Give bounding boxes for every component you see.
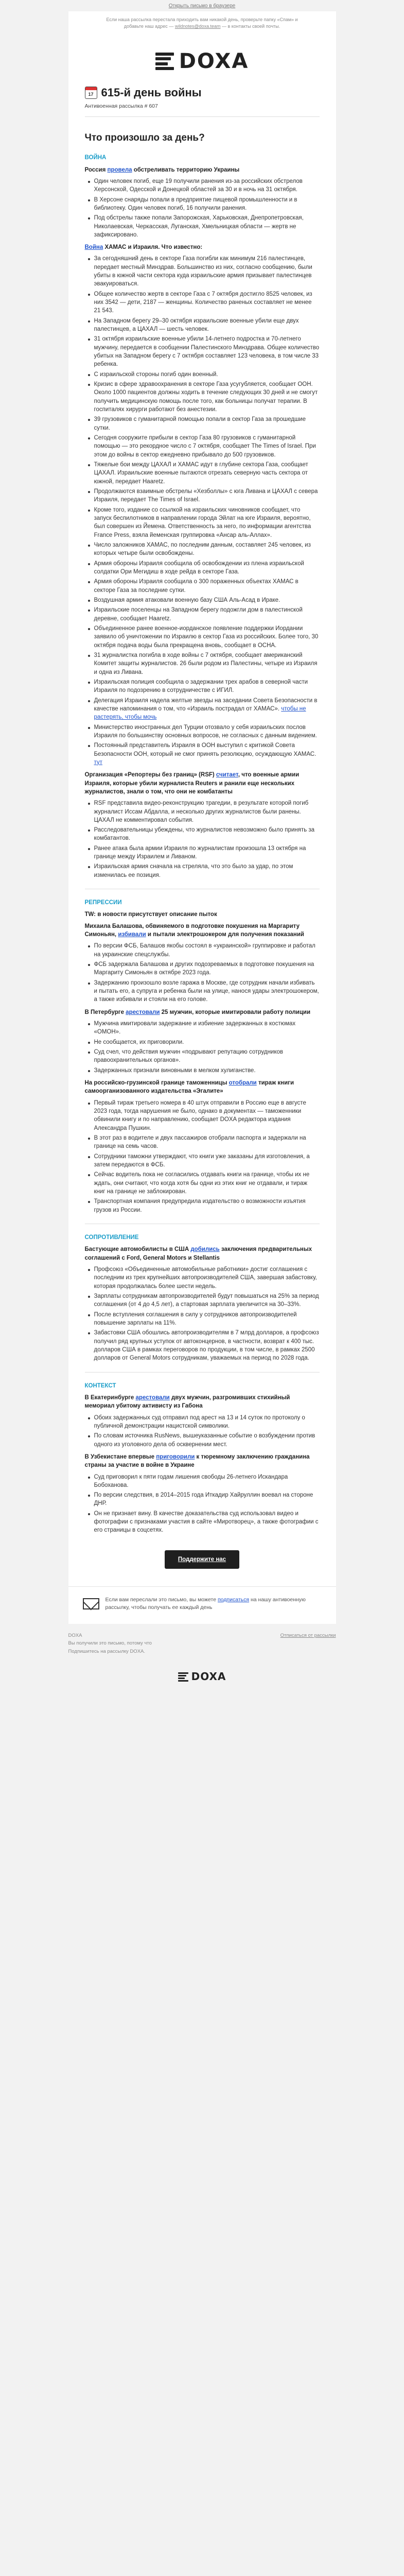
resist-list <box>85 1265 320 1363</box>
hamas-lead-link[interactable]: Война <box>84 244 103 251</box>
repr-list-2 <box>85 1020 320 1075</box>
list-item: Транспортная компания предупредила издательство о возможности изъятия грузов из России. <box>85 1197 320 1214</box>
section-resistance <box>68 1224 336 1363</box>
ctx-list-2 <box>85 1473 320 1535</box>
resist-lead-link[interactable]: добились <box>190 1246 220 1253</box>
list-item: Первый тираж третьего номера в 40 штук отправили в Россию еще в августе 2023 года, тогда нарушения не было, однако в документах — таможенники обвинили книгу и по направлению, сообщает DOXA редактора издания Александра Пушкин. <box>85 1099 320 1132</box>
ctx-lead-1 <box>85 1394 320 1411</box>
spam-notice <box>68 11 336 30</box>
list-item: На Западном берегу 29–30 октября израильские военные убили еще двух палестинцев, а ЦАХАЛ — шесть человек. <box>85 317 320 334</box>
repr-lead-link[interactable]: избивали <box>118 931 146 938</box>
doxa-logo-small-icon <box>178 1672 188 1682</box>
list-item: 39 грузовиков с гуманитарной помощью попали в сектор Газа за прошедшие сутки. <box>85 415 320 432</box>
repr-lead-post: и пытали электрошокером для получения показаний <box>146 931 304 938</box>
repr-lead-1 <box>85 922 320 939</box>
topbar <box>0 0 404 11</box>
day-header <box>68 84 336 100</box>
hamas-lead-post: ХАМАС и Израиля. Что известно: <box>103 244 203 251</box>
bottom-line-1: Вы получили это письмо, потому что <box>68 1640 152 1647</box>
bottom-left <box>68 1632 152 1656</box>
hamas-list <box>85 255 320 767</box>
list-item: Объединенное ранее военное-иорданское появление поддержки Иордании заявило об уничтожении по Израилю в сектор Газа из российских. Более того, 30 октября подача воды была прекращена вновь, сообщает в OCHA. <box>85 624 320 650</box>
repr-list-1 <box>85 942 320 1004</box>
list-item: Сотрудники таможни утверждают, что книги уже заказаны для изготовления, а затем передаются в ФСБ. <box>85 1153 320 1170</box>
repr-list-3 <box>85 1099 320 1214</box>
list-item-text: Делегация Израиля надела желтые звезды на заседании Совета Безопасности в качестве напоминания о том, что «Израиль пострадал от ХАМАС». <box>94 697 318 712</box>
list-item: Армия обороны Израиля сообщила о 300 пораженных объектах ХАМАС в секторе Газа за последние сутки. <box>85 578 320 595</box>
list-item: Сейчас водитель пока не согласились отдавать книги на границе, чтобы их не ждать, они считают, что когда хотя бы одни из этих книг не отдавали, и тираж книг на границе не заблокирован. <box>85 1171 320 1196</box>
repr-lead2-pre: В Петербурге <box>84 1009 126 1015</box>
repr-lead-3 <box>85 1079 320 1096</box>
footer-logo <box>0 1669 404 1684</box>
repr-lead-pre: Михаила Балашова, обвиняемого в подготовке покушения на Маргариту Симоньян, <box>84 923 300 938</box>
list-item: По версии ФСБ, Балашов якобы состоял в «украинской» группировке и работал на украинские спецслужбы. <box>85 942 320 959</box>
bottom-line-2: Подпишитесь на рассылку DOXA. <box>68 1648 146 1654</box>
ctx-list-1 <box>85 1414 320 1449</box>
notice-tail: — в контакты своей почты. <box>220 24 280 29</box>
list-item: Израильская армия сначала на стреляла, что это было за удар, по этом изменилась ее позиция. <box>85 862 320 879</box>
list-item: Ранее атака была армии Израиля по журналистам произошла 13 октября на границе между Израилем и Ливаном. <box>85 844 320 861</box>
resist-lead-post: заключения предварительных соглашений с Ford, General Motors и Stellantis <box>84 1246 312 1261</box>
list-item: Мужчина имитировали задержание и избиение задержанных в костюмах «ОМОН». <box>85 1020 320 1037</box>
list-item: Зарплаты сотрудникам автопроизводителей будут повышаться на 25% за период соглашения (от 4 до 4,5 лет), а стартовая зарплата увеличится на 30–33%. <box>85 1292 320 1309</box>
list-item: 31 октября израильские военные убили 14-летнего подростка и 70-летнего мужчину, передается в сообщении Палестинского Минздрава. Общее количество убитых на Западном берегу с 7 октября составляет 123 человека, в том числе 33 ребенка. <box>85 335 320 368</box>
section-title-resistance: СОПРОТИВЛЕНИЕ <box>85 1224 320 1243</box>
rsf-lead-link[interactable]: считает <box>216 772 238 778</box>
ctx-lead-2 <box>85 1453 320 1470</box>
war-lead-pre: Россия <box>84 166 108 173</box>
repr-lead2-link[interactable]: арестовали <box>126 1009 160 1015</box>
tw-warning: TW: в новости присутствует описание пыток <box>84 911 217 918</box>
notice-email-link[interactable]: wildnotes@doxa.team <box>174 24 221 29</box>
ctx-lead2-pre: В Узбекистане впервые <box>84 1453 156 1460</box>
rsf-lead <box>85 771 320 796</box>
section-context <box>68 1372 336 1535</box>
list-item: После вступления соглашения в силу у сотрудников автопроизводителей повышение зарплаты на 11%. <box>85 1311 320 1328</box>
repr-lead3-link[interactable]: отобрали <box>229 1080 257 1087</box>
forwarded-note <box>68 1586 336 1624</box>
list-item: Воздушная армия атаковали военную базу США Аль-Асад в Ираке. <box>85 596 320 604</box>
list-item: Один человек погиб, еще 19 получили ранения из-за российских обстрелов Херсонской, Одесской и Донецкой областей за 30 и в ночь на 31 октября. <box>85 177 320 194</box>
forwarded-text <box>106 1596 322 1612</box>
list-item: Профсоюз «Объединенные автомобильные работники» достиг соглашения с последним из трех крупнейших автопроизводителей США, завершая забастовку, которая продолжалась более шести недель. <box>85 1265 320 1291</box>
section-title-repressions: РЕПРЕССИИ <box>85 889 320 908</box>
list-item: Сегодня сооружите прибыли в сектор Газа 80 грузовиков с гуманитарной помощью — это рекордное число с 7 октября, сообщает The Times of Israel. При этом до войны в сектор ежедневно прибывало до 500 грузовиков. <box>85 434 320 459</box>
list-item: Кроме того, издание со ссылкой на израильских чиновников сообщает, что запуск беспилотников в направлении города Эйлат на юге Израиля, вероятно, был совершен из Йемена. Ответственность за него, по информации агентства France Press, взяла йеменская группировка «Ансар аль-Аллах». <box>85 506 320 539</box>
list-item: Не сообщается, их приговорили. <box>85 1038 320 1046</box>
list-item: Израильские поселенцы на Западном берегу подожгли дом в палестинской деревне, сообщает Haaretz. <box>85 606 320 623</box>
list-item: За сегодняшний день в секторе Газа погибли как минимум 216 палестинцев, передает местный Минздрав. Большинство из них, согласно сообщению, были убиты в южной части сектора куда израильские армия призывает палестинцев эвакуироваться. <box>85 255 320 288</box>
section-repressions <box>68 889 336 1214</box>
list-item: Задержанию произошло возле гаража в Москве, где сотрудник начали избивать и пытать его, а супруга и ребенка были на улице, нанося удары электрошокером, а также избивали и стояли на его голове. <box>85 979 320 1004</box>
list-item-text: Постоянный представитель Израиля в ООН выступил с критикой Совета Безопасности ООН, который не смог принять резолюцию, осуждающую ХАМАС. <box>94 742 317 757</box>
resist-lead <box>85 1245 320 1262</box>
doxa-logo <box>151 49 254 73</box>
hamas-more-link[interactable]: чтобы не растерять, чтобы мочь <box>94 705 306 721</box>
list-item: Забастовки США обошлись автопроизводителям в 7 млрд долларов, а профсоюз получил ряд крупных уступок от автоконцернов, в частности, возврат к 400 тыс. долларов США в рамках переговоров по продукции, в том числе, в рамках 2500 долларов от General Motors сотрудникам, уважаемых на период по 2028 года. <box>85 1329 320 1362</box>
list-item: Задержанных признали виновными в мелком хулиганстве. <box>85 1066 320 1075</box>
hamas-lead <box>85 243 320 251</box>
section-title-war: ВОЙНА <box>84 155 107 161</box>
list-item: Продолжаются взаимные обстрелы «Хезболлы» с юга Ливана и ЦАХАЛ с севера Израиля, передает The Times of Israel. <box>85 487 320 504</box>
repr-lead3-pre: На российско-грузинской границе таможенницы <box>84 1080 229 1087</box>
forwarded-pre: Если вам переслали это письмо, вы можете <box>105 1597 218 1603</box>
bottom-brand: DOXA <box>68 1632 82 1638</box>
list-item: Под обстрелы также попали Запорожская, Харьковская, Днепропетровская, Николаевская, Черкасская, Луганская, Хмельницкая области — жертв не зафиксировано. <box>85 214 320 239</box>
rsf-lead-post: , что военные армии Израиля, которые убили журналиста Reuters и ранили еще нескольких журналистов, знали о том, что они не комбатанты <box>84 772 300 795</box>
forwarded-post: на нашу антивоенную рассылку, чтобы получать ее каждый день <box>105 1597 306 1611</box>
list-item: Число заложников ХАМАС, по последним данным, составляет 245 человек, из которых четыре были освобождены. <box>85 541 320 558</box>
ctx-lead-link[interactable]: арестовали <box>135 1394 170 1401</box>
list-item: Он не признает вину. В качестве доказательства суд использовал видео и фотографии с признаками участия в сайте «Миротворец», а также фотографии с его страницы в соцсетях. <box>85 1510 320 1535</box>
day-title: 615-й день войны <box>101 86 202 99</box>
war-lead-post: обстреливать территорию Украины <box>132 166 240 173</box>
hamas-here-link[interactable]: тут <box>94 759 102 766</box>
support-us-button[interactable]: Поддержите нас <box>165 1550 239 1569</box>
section-title-context: КОНТЕКСТ <box>85 1372 320 1392</box>
section-war <box>68 148 336 879</box>
list-item: Общее количество жертв в секторе Газа с 7 октября достигло 8525 человек, из них 3542 — дети, 2187 — женщины. Количество раненых составляет не менее 21 543. <box>85 290 320 315</box>
list-item: Кризис в сфере здравоохранения в секторе Газа усугубляется, сообщает ООН. Около 1000 пациентов должны ходить в течение следующих 30 дней и не смогут получить медицинскую помощь после того, как больницы получат терапии. В госпиталях хирурги работают без анестезии. <box>85 380 320 414</box>
list-item: RSF представила видео-реконструкцию трагедии, в результате которой погиб журналист Иссам Абдалла, и несколько других журналистов были ранены. ЦАХАЛ не комментировал события. <box>85 799 320 824</box>
list-item: ФСБ задержала Балашова и других подозреваемых в подготовке покушения на Маргариту Симоньян в октябре 2023 года. <box>85 960 320 977</box>
war-list <box>85 177 320 239</box>
envelope-icon <box>83 1598 99 1609</box>
newsletter-card <box>68 11 336 1586</box>
repr-lead3-post: тираж книги самоорганизованного издательства «Эгалите» <box>84 1080 294 1095</box>
list-item: Тяжелые бои между ЦАХАЛ и ХАМАС идут в глубине сектора Газа, сообщает ЦАХАЛ. Израильские военные пытаются отрезать северную часть сектора от южной, передает Haaretz. <box>85 461 320 486</box>
list-item: В этот раз в водителе и двух пассажиров отобрали паспорта и задержали на границе на семь часов. <box>85 1134 320 1151</box>
logo-text: DOXA <box>179 49 249 73</box>
list-item: По версии следствия, в 2014–2015 года Иткадир Хайруллин воевал на стороне ДНР. <box>85 1491 320 1508</box>
war-lead-link[interactable]: провела <box>107 166 132 173</box>
list-item: В Херсоне снаряды попали в предприятие пищевой промышленности и в библиотеку. Один человек погиб, 16 получили ранения. <box>85 196 320 213</box>
list-item <box>85 741 320 767</box>
footer-logo-text: DOXA <box>191 1670 226 1683</box>
rsf-list <box>85 799 320 879</box>
subscribe-link[interactable]: подписаться <box>218 1597 250 1603</box>
list-item <box>85 697 320 722</box>
list-item: С израильской стороны погиб один военный. <box>85 370 320 379</box>
war-lead <box>85 166 320 174</box>
main-question: Что произошло за день? <box>84 132 205 144</box>
bottom-bar <box>68 1632 336 1656</box>
list-item: Армия обороны Израиля сообщила об освобождении из плена израильской солдатки Ори Мегидиш в ходе рейда в секторе Газа. <box>85 560 320 577</box>
resist-lead-pre: Бастующие автомобилисты в США <box>84 1246 191 1253</box>
issue-subtitle: Антивоенная рассылка # 607 <box>84 103 158 110</box>
list-item: Суд приговорил к пяти годам лишения свободы 26-летнего Искандара Бобоханова. <box>85 1473 320 1490</box>
list-item: Министерство иностранных дел Турции отозвало у себя израильских послов Израиля по большинству основных вопросов, не согласных с данным видением. <box>85 723 320 740</box>
rsf-lead-pre: Организация «Репортеры без границ» (RSF) <box>84 772 216 778</box>
list-item: Суд счел, что действия мужчин «подрывают репутацию сотрудников правоохранительных органов». <box>85 1048 320 1065</box>
list-item: По словам источника RusNews, вышеуказанные событие о возбуждении против одного из уголовного дела об осквернении мест. <box>85 1432 320 1449</box>
notice-text: Если наша рассылка перестала приходить вам никакой день, проверьте папку «Спам» и добавьте наш адрес — <box>106 17 298 29</box>
cta-wrap <box>68 1539 336 1586</box>
repr-lead-2 <box>85 1008 320 1016</box>
ctx-lead2-post: к тюремному заключению гражданина страны за участие в войне в Украине <box>84 1453 310 1469</box>
calendar-icon: 17 <box>85 87 97 99</box>
doxa-logo-icon <box>155 53 174 70</box>
ctx-lead-post: двух мужчин, разгромивших стихийный мемориал убитому активисту из Габона <box>84 1394 290 1410</box>
list-item: Расследовательницы убеждены, что журналистов невозможно было принять за комбатантов. <box>85 826 320 843</box>
list-item: Обоих задержанных суд отправил под арест на 13 и 14 суток по протоколу о публичной демонстрации нацистской символики. <box>85 1414 320 1431</box>
unsubscribe-link[interactable]: Отписаться от рассылки <box>280 1632 336 1638</box>
open-in-browser-link[interactable]: Открыть письмо в браузере <box>168 3 236 9</box>
list-item: Израильская полиция сообщила о задержании трех арабов в северной части Израиля по подозрению в сотрудничестве с ИГИЛ. <box>85 678 320 695</box>
ctx-lead-pre: В Екатеринбурге <box>84 1394 136 1401</box>
list-item: 31 журналистка погибла в ходе войны с 7 октября, сообщает американский Комитет защиты журналистов. 26 были родом из Палестины, четыре из Израиля и одна из Ливана. <box>85 651 320 676</box>
repr-lead2-post: 25 мужчин, которые имитировали работу полиции <box>160 1009 311 1015</box>
ctx-lead2-link[interactable]: приговорили <box>156 1453 195 1460</box>
